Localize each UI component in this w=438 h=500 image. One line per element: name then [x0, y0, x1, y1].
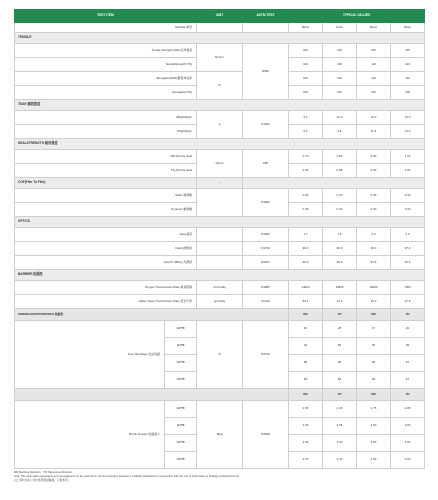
value-cell: 2.60 [357, 452, 391, 469]
astm-cell: F1249 [243, 295, 289, 309]
temperature-cell: 100℃ [165, 401, 197, 418]
footnote-disclaimer-cn: 以上資料為本公司內部研發試驗值，只供參考。 [14, 479, 71, 482]
table-header-row [15, 10, 425, 23]
direction-header: MD [289, 389, 323, 401]
unit-cell: cc/m²/day [197, 281, 243, 295]
section-title: COF(Film To Film) [15, 178, 197, 189]
value-cell: 0.80 [323, 150, 357, 164]
section-title: TENSILE [15, 33, 425, 44]
value-cell: 66 [323, 372, 357, 389]
section-title: SHRINKAGEPROPERTIES 收縮性 [15, 309, 289, 321]
value-cell: 14.0 [391, 125, 425, 139]
value-cell: 2.90 [289, 435, 323, 452]
value-cell: 3.90 [323, 435, 357, 452]
astm-cell: D1922 [243, 111, 289, 139]
section-title: SEALSTRENGTH 熱封強度 [15, 139, 425, 150]
value-cell: 20 [391, 321, 425, 338]
value-cell: 66 [323, 355, 357, 372]
astm-cell: D882 [243, 44, 289, 100]
value-cell: 100 [357, 86, 391, 100]
value-cell: 0.26 [289, 189, 323, 203]
section-title: BARRIER 阻隔性 [15, 270, 425, 281]
value-cell: 1.7 [289, 228, 323, 242]
section-optics [15, 217, 425, 228]
section-title: TEAR 撕裂強度 [15, 100, 425, 111]
astm-cell: D2457 [243, 256, 289, 270]
unit-cell: % [197, 321, 243, 389]
value-cell: 110 [357, 58, 391, 72]
row-label: MDgf/40tgm [15, 111, 197, 125]
unit-cell: N/mm² [197, 44, 243, 72]
value-cell: 84 [289, 372, 323, 389]
value-cell: 41.0 [323, 295, 357, 309]
value-cell: 130 [323, 58, 357, 72]
section-tensile [15, 33, 425, 44]
table-row [15, 189, 425, 203]
value-cell: 97.5 [357, 256, 391, 270]
value-cell: 0.85 [323, 164, 357, 178]
direction-header: MD [357, 309, 391, 321]
value-cell: 0.80 [289, 164, 323, 178]
value-cell: 3.40 [323, 452, 357, 469]
value-cell: 10.0 [357, 111, 391, 125]
value-cell: 0.30 [323, 203, 357, 217]
value-cell: 10800 [323, 281, 357, 295]
section-barrier [15, 270, 425, 281]
value-cell: 3.05 [323, 418, 357, 435]
temperature-cell: 130℃ [165, 372, 197, 389]
direction-header: MD [357, 389, 391, 401]
value-cell: 0.30 [391, 203, 425, 217]
row-label: Free Shrinkage 自由收縮 [15, 321, 165, 389]
section-tear [15, 100, 425, 111]
value-cell: 17 [357, 321, 391, 338]
value-cell: 35.0 [357, 295, 391, 309]
header-typical-values: TYPICAL VALUES [289, 10, 425, 23]
table-row [15, 281, 425, 295]
astm-cell: F88 [243, 150, 289, 178]
direction-header: MD [289, 309, 323, 321]
value-cell: 100 [289, 58, 323, 72]
astm-cell: D3985 [243, 281, 289, 295]
value-cell: 9.5 [323, 125, 357, 139]
header-astm: ASTM TEST [243, 10, 289, 23]
gauge-value: 90um [357, 23, 391, 33]
value-cell: 97.5 [391, 256, 425, 270]
row-label: Oxygen Transmission Rate 氧氣阻隔 [15, 281, 197, 295]
cof-unit: - [197, 178, 243, 189]
value-cell: 0.30 [357, 189, 391, 203]
value-cell: 110 [391, 72, 425, 86]
row-label: TD Anti-fire Seal [15, 164, 197, 178]
value-cell: 97.0 [391, 242, 425, 256]
astm-cell: D2732 [243, 321, 289, 389]
value-cell: 2.0 [357, 228, 391, 242]
footnote-directions: MD:Machine Direction TD:Transverse Direction [14, 471, 73, 474]
value-cell: 110 [391, 58, 425, 72]
value-cell: 100 [323, 72, 357, 86]
value-cell: 15 [289, 321, 323, 338]
unit-cell: % [197, 72, 243, 100]
value-cell: 0.90 [357, 150, 391, 164]
value-cell: 10.0 [323, 111, 357, 125]
value-cell: 50.4 [289, 295, 323, 309]
value-cell: 27.9 [391, 295, 425, 309]
value-cell: 99.0 [323, 242, 357, 256]
value-cell: 4.00 [391, 435, 425, 452]
table-row [15, 228, 425, 242]
table-row [15, 150, 425, 164]
row-label: Elongation(TD) [15, 86, 197, 100]
value-cell: 1.95 [289, 401, 323, 418]
value-cell: 3.05 [391, 418, 425, 435]
gauge-value: 60um [289, 23, 323, 33]
value-cell: 120 [323, 44, 357, 58]
astm-cell: D1894 [243, 189, 289, 217]
value-cell: 8.0 [289, 125, 323, 139]
temperature-cell: 120℃ [165, 435, 197, 452]
value-cell: 28 [323, 321, 357, 338]
astm-cell: D2838 [243, 401, 289, 469]
value-cell: 0.30 [323, 189, 357, 203]
value-cell: 106 [391, 86, 425, 100]
gauge-value: 11um [323, 23, 357, 33]
direction-header: TD [391, 389, 425, 401]
table-row [15, 295, 425, 309]
value-cell: 56 [289, 355, 323, 372]
unit-cell: g/m²/day [197, 295, 243, 309]
value-cell: 115 [391, 44, 425, 58]
value-cell: 2.05 [391, 401, 425, 418]
value-cell: 9.0 [289, 111, 323, 125]
value-cell: 99.0 [289, 242, 323, 256]
value-cell: 0.30 [357, 203, 391, 217]
direction-header: TD [391, 309, 425, 321]
value-cell: 0.90 [357, 164, 391, 178]
temperature-cell: 120℃ [165, 355, 197, 372]
value-cell: 2.45 [323, 401, 357, 418]
header-test-item: TEST ITEM [15, 10, 197, 23]
value-cell: 0.36 [289, 203, 323, 217]
value-cell: 110 [357, 72, 391, 86]
footnotes [14, 471, 424, 483]
value-cell: 39 [391, 338, 425, 355]
row-label: Water Vapor Transmission Rate 透水汽率 [15, 295, 197, 309]
row-label: TensileStrength (TD) [15, 58, 197, 72]
section-seal-strength [15, 139, 425, 150]
temperature-cell: 110℃ [165, 418, 197, 435]
value-cell: 100 [357, 44, 391, 58]
gauge-value: 18um [391, 23, 425, 33]
table-row [15, 401, 425, 418]
row-label: Elongation(MD) 斷裂伸長率 [15, 72, 197, 86]
direction-header: TD [323, 389, 357, 401]
value-cell: 10000 [357, 281, 391, 295]
unit-cell: g [197, 111, 243, 139]
value-cell: 100 [323, 86, 357, 100]
temperature-cell: 100℃ [165, 321, 197, 338]
value-cell: 99.5 [289, 256, 323, 270]
gauge-label: GAUGE 厚度 [15, 23, 197, 33]
footnote-disclaimer: Note:This information represents our best judgment on the work done, but the company assumes no liability whatsoever in connection with the use of information or findings contained herein. [14, 475, 240, 478]
value-cell: 2.0 [391, 228, 425, 242]
spec-sheet [14, 0, 424, 483]
value-cell: 3.00 [357, 435, 391, 452]
value-cell: 99.0 [357, 242, 391, 256]
row-label: TDgf/40tgm [15, 125, 197, 139]
value-cell: 2.60 [357, 418, 391, 435]
direction-header: TD [323, 309, 357, 321]
astm-cell: D1003 [243, 228, 289, 242]
value-cell: 100 [289, 72, 323, 86]
value-cell: 100 [289, 86, 323, 100]
section-cof [15, 178, 425, 189]
astm-cell: D1746 [243, 242, 289, 256]
value-cell: 100 [289, 44, 323, 58]
value-cell: 10.0 [391, 111, 425, 125]
table-row [15, 111, 425, 125]
row-label: Clarity清晰度 [15, 242, 197, 256]
value-cell: 1.10 [391, 150, 425, 164]
value-cell: 50 [323, 338, 357, 355]
value-cell: 30 [357, 338, 391, 355]
value-cell: 1.75 [357, 401, 391, 418]
row-label: Dynamic 動摩擦 [15, 203, 197, 217]
section-shrinkage [15, 309, 425, 321]
temperature-cell: 110℃ [165, 338, 197, 355]
row-label: Shrink Tension 收縮張力 [15, 401, 165, 469]
table-row [15, 44, 425, 58]
row-label: Tensile Strength (MD) 拉伸強度 [15, 44, 197, 58]
value-cell: 67 [391, 355, 425, 372]
value-cell: 1.9 [323, 228, 357, 242]
value-cell: 2.75 [289, 452, 323, 469]
value-cell: 3.00 [391, 452, 425, 469]
value-cell: 7000 [391, 281, 425, 295]
value-cell: 11.5 [357, 125, 391, 139]
spec-table [14, 9, 425, 469]
table-row [15, 321, 425, 338]
row-label: Haze霧度 [15, 228, 197, 242]
value-cell: 1.00 [391, 164, 425, 178]
value-cell: 32 [289, 338, 323, 355]
value-cell: 99.0 [323, 256, 357, 270]
unit-cell: Mpa [197, 401, 243, 469]
value-cell: 0.75 [289, 150, 323, 164]
value-cell: 69 [357, 372, 391, 389]
table-row [15, 72, 425, 86]
table-row [15, 256, 425, 270]
value-cell: 67 [391, 372, 425, 389]
value-cell: 14600 [289, 281, 323, 295]
gauge-row [15, 23, 425, 33]
header-unit: UNIT [197, 10, 243, 23]
table-row [15, 242, 425, 256]
row-label: MD Anti-fire Seal [15, 150, 197, 164]
direction-header-row [15, 389, 425, 401]
row-label: Gloss® 45Deg 光澤度 [15, 256, 197, 270]
unit-cell: N/mm [197, 150, 243, 178]
value-cell: 0.30 [391, 189, 425, 203]
section-title: OPTICS [15, 217, 425, 228]
value-cell: 59 [357, 355, 391, 372]
row-label: Static 靜摩擦 [15, 189, 197, 203]
value-cell: 2.90 [289, 418, 323, 435]
temperature-cell: 130℃ [165, 452, 197, 469]
